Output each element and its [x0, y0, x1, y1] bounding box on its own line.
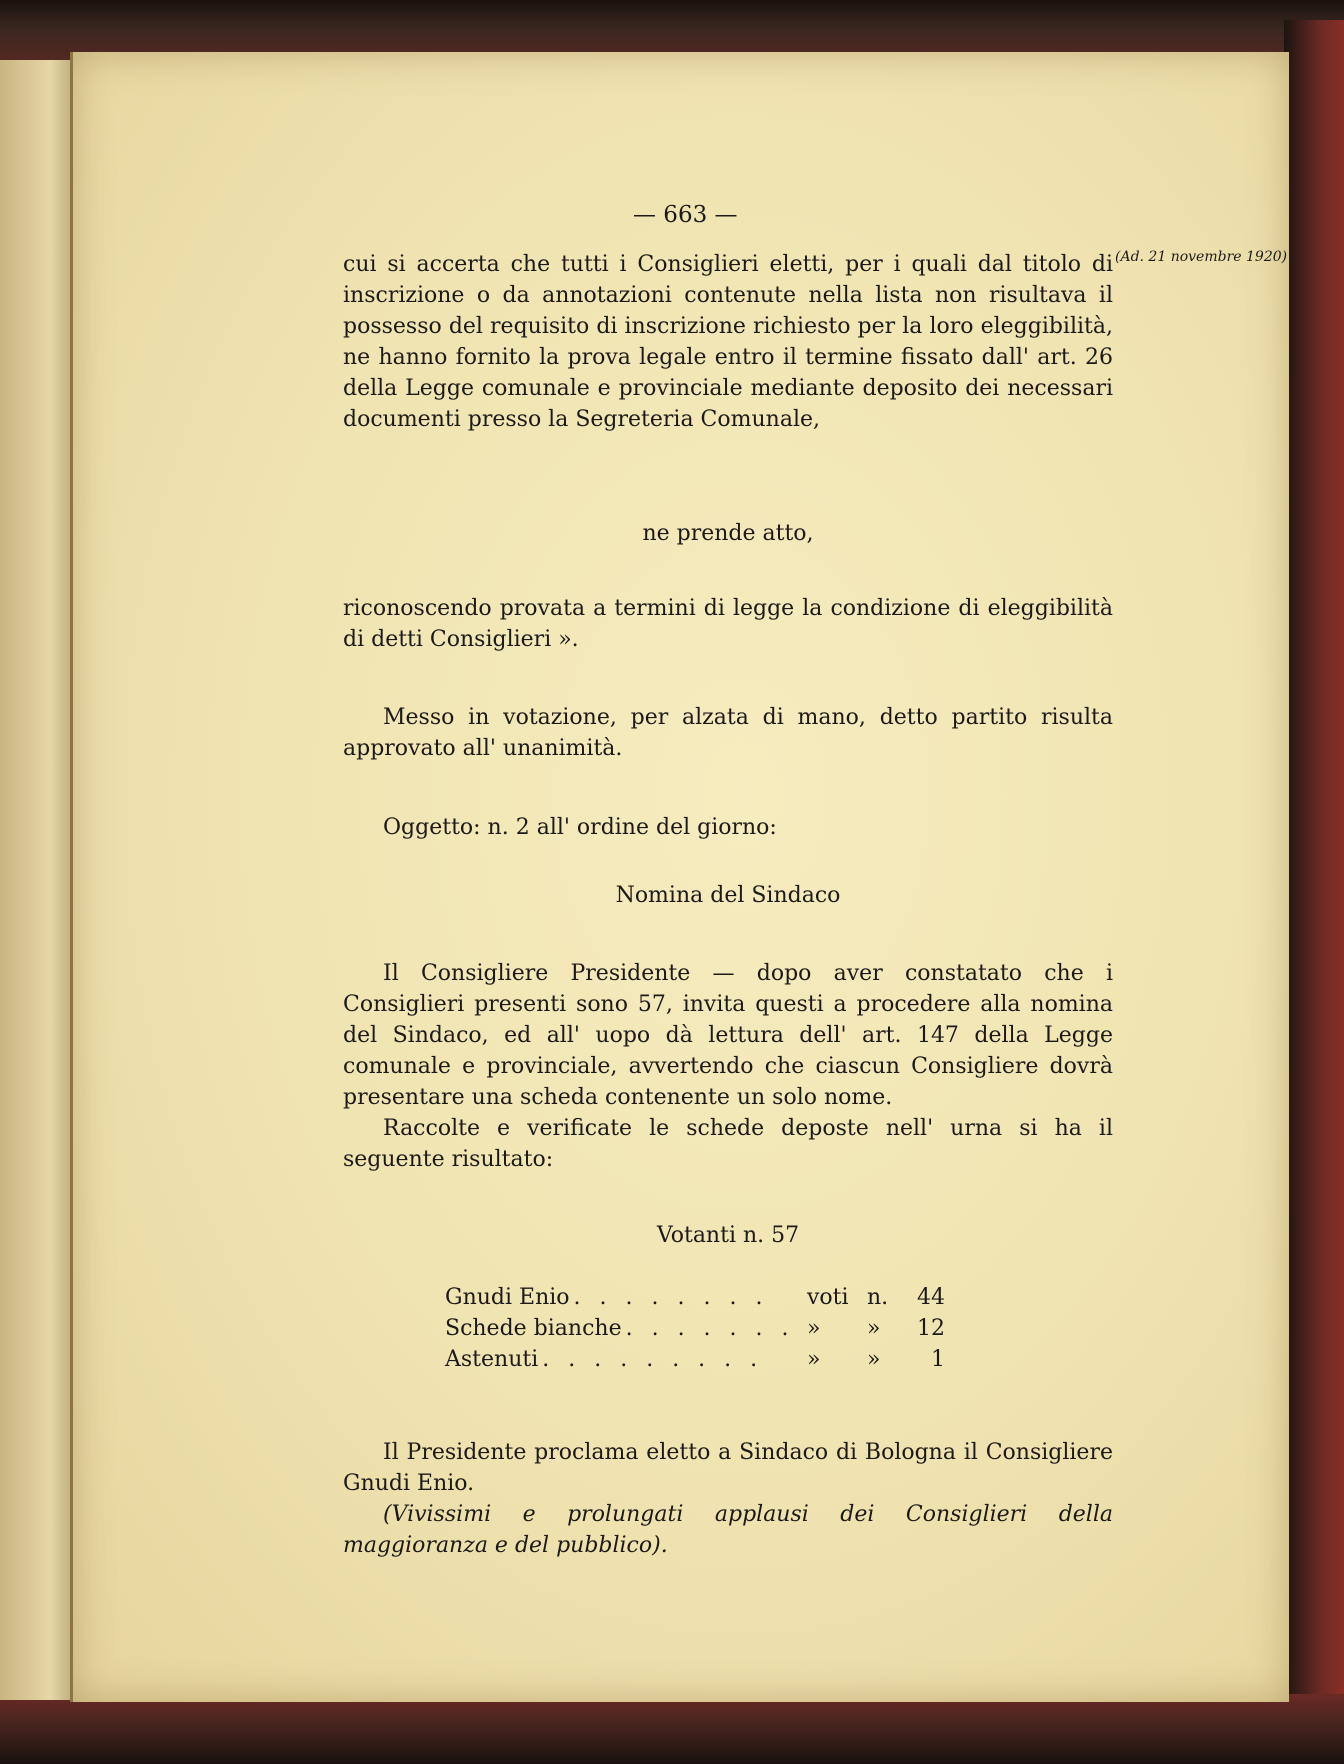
vote-label: »	[807, 1316, 821, 1341]
previous-page-edge	[0, 60, 74, 1700]
vote-label: voti	[807, 1285, 849, 1310]
paragraph-riconoscendo: riconoscendo provata a termini di legge la condizione di eleggibilità di detti Consiglieri ».	[343, 596, 1113, 652]
paragraph-applausi: (Vivissimi e prolungati applausi dei Consiglieri della maggioranza e del pubblico).	[343, 1502, 1113, 1558]
vote-label: »	[867, 1347, 881, 1372]
section-heading-nomina: Nomina del Sindaco	[615, 883, 841, 908]
paragraph-presidente: Il Consigliere Presidente — dopo aver constatato che i Consiglieri presenti sono 57, invita questi a procedere alla nomina del Sindaco, ed all' uopo dà lettura dell' art. 147 della Legge comunale e provinciale, avvertendo che ciascun Consigliere dovrà presentare una scheda contenente un solo nome.	[343, 961, 1113, 1110]
page-number: — 663 —	[633, 202, 738, 228]
paragraph-proclamazione: Il Presidente proclama eletto a Sindaco di Bologna il Consigliere Gnudi Enio.	[343, 1440, 1113, 1496]
vote-row	[445, 1282, 945, 1313]
book-page	[70, 52, 1289, 1702]
paragraph-accertamento: cui si accerta che tutti i Consiglieri eletti, per i quali dal titolo di inscrizione o da annotazioni contenute nella lista non risultava il possesso del requisito di inscrizione richiesto per la loro eleggibilità, ne hanno fornito la prova legale entro il termine fissato dall' art. 26 della Legge comunale e provinciale mediante deposito dei necessari documenti presso la Segreteria Comunale,	[343, 252, 1113, 432]
paragraph-oggetto: Oggetto: n. 2 all' ordine del giorno:	[383, 815, 777, 840]
vote-leader-dots: . . . . . . . . .	[542, 1347, 764, 1372]
vote-leader-dots: . . . . . . .	[625, 1316, 795, 1341]
vote-value: 44	[917, 1285, 945, 1310]
paragraph-raccolte: Raccolte e verificate le schede deposte nell' urna si ha il seguente risultato:	[343, 1116, 1113, 1172]
vote-label: »	[867, 1316, 881, 1341]
paragraph-ne-prende-atto: ne prende atto,	[642, 521, 814, 546]
vote-leader-dots: . . . . . . . .	[573, 1285, 769, 1310]
vote-label: n.	[867, 1285, 889, 1310]
vote-value: 12	[917, 1316, 945, 1341]
book-cover-bottom	[0, 1694, 1344, 1764]
vote-row	[445, 1344, 945, 1375]
paragraph-votazione: Messo in votazione, per alzata di mano, detto partito risulta approvato all' unanimità.	[343, 705, 1113, 761]
margin-date-note: (Ad. 21 novembre 1920)	[1115, 249, 1288, 265]
vote-results-table	[445, 1282, 945, 1375]
vote-label: »	[807, 1347, 821, 1372]
vote-value: 1	[931, 1347, 945, 1372]
vote-name: Gnudi Enio	[445, 1285, 570, 1310]
vote-row	[445, 1313, 945, 1344]
book-cover-edge	[1284, 20, 1344, 1720]
vote-name: Astenuti	[445, 1347, 539, 1372]
vote-name: Schede bianche	[445, 1316, 622, 1341]
votanti-heading: Votanti n. 57	[656, 1223, 800, 1248]
